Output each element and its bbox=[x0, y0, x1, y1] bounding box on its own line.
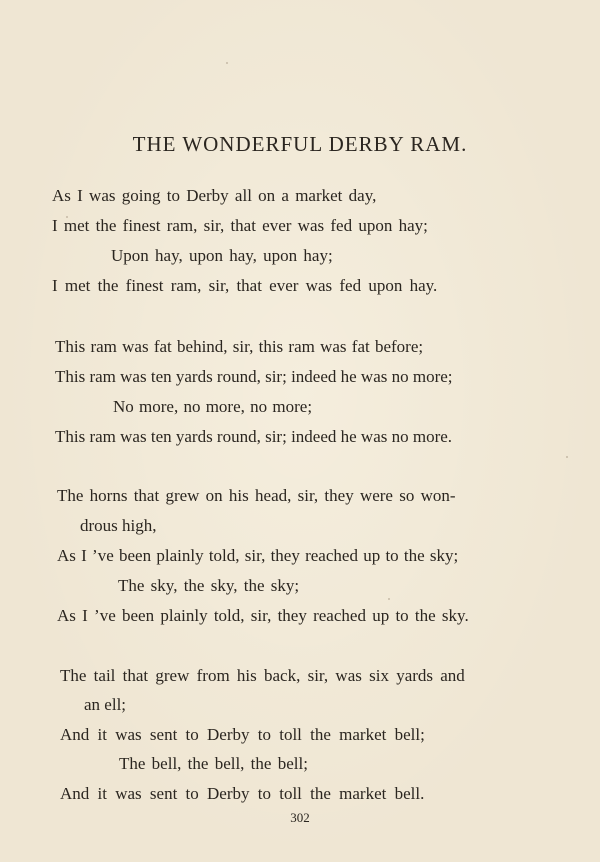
poem-line: I met the finest ram, sir, that ever was fed upon hay; bbox=[52, 216, 428, 235]
poem-line: I met the finest ram, sir, that ever was fed upon hay. bbox=[52, 276, 438, 295]
poem-line: This ram was ten yards round, sir; indeed he was no more. bbox=[55, 427, 453, 446]
poem-refrain-line: The bell, the bell, the bell; bbox=[119, 754, 308, 773]
poem-refrain-line: No more, no more, no more; bbox=[113, 397, 313, 416]
poem-line: This ram was ten yards round, sir; indeed he was no more; bbox=[55, 367, 453, 386]
poem-line: As I was going to Derby all on a market day, bbox=[52, 186, 377, 205]
poem-line-continuation: drous high, bbox=[80, 516, 157, 535]
poem-line: The horns that grew on his head, sir, they were so won- bbox=[57, 486, 456, 505]
poem-refrain-line: The sky, the sky, the sky; bbox=[118, 576, 300, 595]
paper-speck bbox=[388, 598, 390, 600]
poem-line: As I ’ve been plainly told, sir, they reached up to the sky. bbox=[57, 606, 469, 625]
poem-line: As I ’ve been plainly told, sir, they reached up to the sky; bbox=[57, 546, 459, 565]
poem-line: This ram was fat behind, sir, this ram was fat before; bbox=[55, 337, 424, 356]
poem-line: And it was sent to Derby to toll the market bell; bbox=[60, 725, 425, 744]
poem-refrain-line: Upon hay, upon hay, upon hay; bbox=[111, 246, 333, 265]
paper-speck bbox=[226, 62, 228, 64]
poem-line-continuation: an ell; bbox=[84, 695, 127, 714]
poem-title: THE WONDERFUL DERBY RAM. bbox=[132, 132, 468, 156]
paper-speck bbox=[566, 456, 568, 458]
page-number: 302 bbox=[290, 810, 310, 825]
poem-line: The tail that grew from his back, sir, was six yards and bbox=[60, 666, 465, 685]
poem-line: And it was sent to Derby to toll the market bell. bbox=[60, 784, 425, 803]
